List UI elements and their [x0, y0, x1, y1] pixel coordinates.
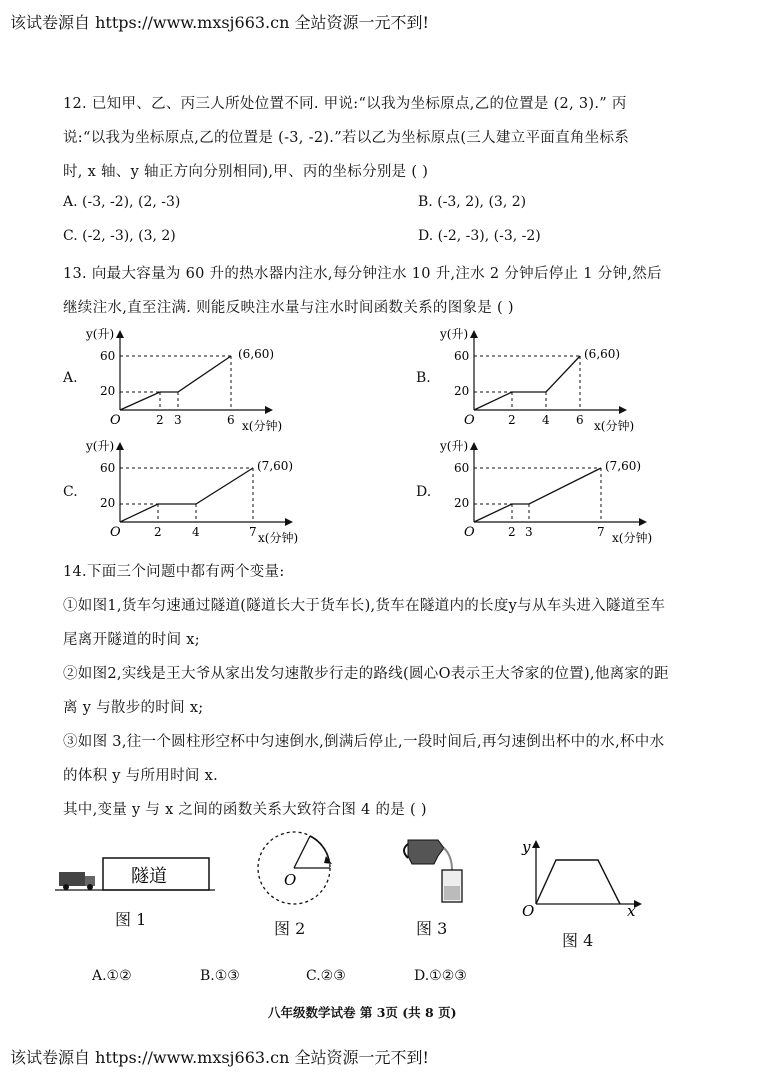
graph-d-point-label: (7,60) — [605, 459, 642, 473]
graph-a-x-tick-2: 3 — [174, 413, 182, 427]
pitcher-icon — [404, 840, 444, 864]
graph-c-origin: O — [110, 525, 121, 540]
figure4-x-label: x — [627, 902, 636, 918]
q14-line6: ③如图 3,往一个圆柱形空杯中匀速倒水,倒满后停止,一段时间后,再匀速倒出杯中的水,杯中水 — [63, 734, 665, 750]
circle-center-label: O — [284, 871, 297, 889]
graph-c-x-label: x(分钟) — [258, 531, 299, 545]
graph-a-origin: O — [110, 413, 121, 428]
graph-c-letter: C. — [63, 484, 78, 500]
graph-d-x-tick-1: 2 — [508, 525, 516, 539]
graph-c-point-label: (7,60) — [257, 459, 294, 473]
q13-line1: 13. 向最大容量为 60 升的热水器内注水,每分钟注水 10 升,注水 2 分钟后停止 1 分钟,然后 — [63, 266, 662, 282]
q12-line1: 12. 已知甲、乙、丙三人所处位置不同. 甲说:“以我为坐标原点,乙的位置是 (2, 3).” 丙 — [63, 96, 627, 112]
tunnel-label: 隧道 — [131, 866, 167, 887]
graph-b-x-tick-1: 2 — [508, 413, 516, 427]
graph-b-letter: B. — [416, 370, 431, 386]
q14-option-a: A.①② — [92, 968, 132, 984]
page-footer: 八年级数学试卷 第 3页 (共 8 页) — [268, 1005, 457, 1020]
q14-line1: 14.下面三个问题中都有两个变量: — [63, 564, 285, 580]
q14-option-d: D.①②③ — [414, 968, 467, 984]
graph-c-x-tick-3: 7 — [249, 525, 257, 539]
q14-line3: 尾离开隧道的时间 x; — [63, 632, 200, 648]
graph-d-letter: D. — [416, 484, 432, 500]
graph-d-y-tick-60: 60 — [454, 461, 470, 475]
graph-b — [434, 322, 694, 434]
q14-line5: 离 y 与散步的时间 x; — [63, 700, 204, 716]
graph-a-point-label: (6,60) — [238, 347, 275, 361]
graph-c-y-label: y(升) — [86, 439, 115, 453]
q12-option-c: C. (-2, -3), (3, 2) — [63, 228, 176, 244]
figure3-pouring — [398, 830, 478, 910]
q12-option-d: D. (-2, -3), (-3, -2) — [418, 228, 541, 244]
graph-d-y-tick-20: 20 — [454, 496, 470, 510]
figure4-origin: O — [522, 902, 535, 918]
graph-d-y-label: y(升) — [440, 439, 469, 453]
figure2-caption: 图 2 — [274, 919, 306, 938]
figure1-tunnel — [55, 852, 215, 898]
q14-option-c: C.②③ — [306, 968, 346, 984]
q12-option-a: A. (-3, -2), (2, -3) — [63, 194, 181, 210]
graph-b-y-label: y(升) — [440, 327, 469, 341]
graph-b-point-label: (6,60) — [584, 347, 621, 361]
figure4-graph — [510, 834, 646, 918]
graph-a-x-label: x(分钟) — [242, 419, 283, 433]
figure4-caption: 图 4 — [562, 931, 594, 950]
q12-line2: 说:“以我为坐标原点,乙的位置是 (-3, -2).”若以乙为坐标原点(三人建立平面直角坐标系 — [63, 130, 630, 146]
figure4-y-label: y — [522, 838, 531, 856]
graph-d-x-tick-2: 3 — [525, 525, 533, 539]
q14-option-b: B.①③ — [200, 968, 240, 984]
q14-line4: ②如图2,实线是王大爷从家出发匀速散步行走的路线(圆心O表示王大爷家的位置),他离家的距 — [63, 666, 669, 682]
graph-c-x-tick-1: 2 — [154, 525, 162, 539]
q14-line7: 的体积 y 与所用时间 x. — [63, 768, 219, 784]
graph-c — [80, 434, 340, 546]
graph-c-y-tick-20: 20 — [100, 496, 116, 510]
q12-option-b: B. (-3, 2), (3, 2) — [418, 194, 527, 210]
graph-c-x-tick-2: 4 — [192, 525, 200, 539]
q14-line8: 其中,变量 y 与 x 之间的函数关系大致符合图 4 的是 ( ) — [63, 802, 427, 818]
graph-a-y-tick-60: 60 — [100, 349, 116, 363]
graph-d-x-tick-3: 7 — [597, 525, 605, 539]
top-banner: 该试卷源自 https://www.mxsj663.cn 全站资源一元不到! — [10, 13, 429, 32]
graph-a-letter: A. — [63, 370, 78, 386]
graph-a-x-tick-1: 2 — [156, 413, 164, 427]
graph-a-y-tick-20: 20 — [100, 384, 116, 398]
graph-b-x-tick-3: 6 — [576, 413, 584, 427]
graph-c-y-tick-60: 60 — [100, 461, 116, 475]
graph-b-x-label: x(分钟) — [594, 419, 635, 433]
q12-line3: 时, x 轴、y 轴正方向分别相同),甲、丙的坐标分别是 ( ) — [63, 164, 429, 180]
figure1-caption: 图 1 — [115, 910, 147, 929]
figure3-caption: 图 3 — [416, 919, 448, 938]
bottom-banner: 该试卷源自 https://www.mxsj663.cn 全站资源一元不到! — [10, 1048, 429, 1067]
figure2-circle — [256, 828, 336, 908]
graph-b-x-tick-2: 4 — [542, 413, 550, 427]
graph-d-origin: O — [464, 525, 475, 540]
graph-b-y-tick-60: 60 — [454, 349, 470, 363]
graph-a-x-tick-3: 6 — [227, 413, 235, 427]
graph-a — [80, 322, 340, 434]
graph-a-y-label: y(升) — [86, 327, 115, 341]
cup-icon — [442, 870, 462, 902]
truck-icon — [59, 872, 95, 890]
graph-b-y-tick-20: 20 — [454, 384, 470, 398]
graph-d — [434, 434, 694, 546]
graph-b-origin: O — [464, 413, 475, 428]
q14-line2: ①如图1,货车匀速通过隧道(隧道长大于货车长),货车在隧道内的长度y与从车头进入隧道至车 — [63, 598, 666, 614]
q13-line2: 继续注水,直至注满. 则能反映注水量与注水时间函数关系的图象是 ( ) — [63, 300, 514, 316]
graph-d-x-label: x(分钟) — [612, 531, 653, 545]
